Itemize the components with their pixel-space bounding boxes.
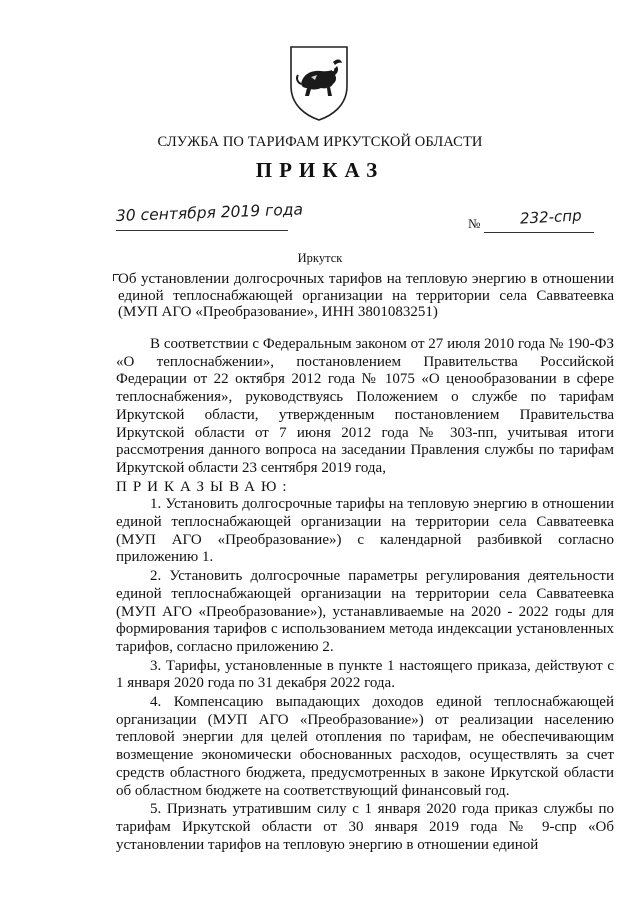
date-underline [116, 230, 288, 231]
item-3: 3. Тарифы, установленные в пункте 1 настоящего приказа, действуют с 1 января 2020 года по 31 декабря 2022 года. [116, 657, 614, 692]
item-5: 5. Признать утратившим силу с 1 января 2020 года приказ службы по тарифам Иркутской области от 30 января 2019 года № 9-спр «Об установлении тарифов на тепловую энергию в отношении единой [116, 801, 614, 853]
subject-line: Об установлении долгосрочных тарифов на тепловую энергию в отношении [118, 271, 614, 287]
document-type: ПРИКАЗ [255, 158, 385, 182]
irkutsk-coat-of-arms-icon [287, 44, 351, 122]
order-word: ПРИКАЗЫВАЮ: [116, 478, 293, 495]
city: Иркутск [297, 251, 343, 265]
agency-name: СЛУЖБА ПО ТАРИФАМ ИРКУТСКОЙ ОБЛАСТИ [157, 134, 483, 150]
number-sign: № [468, 216, 481, 231]
item-4: 4. Компенсацию выпадающих доходов единой теплоснабжающей организации (МУП АГО «Преобразование») от реализации населению тепловой энергии для целей отопления по тарифам, не обеспечивающим возмещение экономически обоснованных расходов, осуществлять за счет средств областного бюджета, предусмотренных в законе Иркутской области об областном бюджете на соответствующий финансовый год. [116, 694, 614, 799]
number-underline [484, 232, 594, 233]
item-1: 1. Установить долгосрочные тарифы на тепловую энергию в отношении единой теплоснабжающей организации на территории села Савватеевка (МУП АГО «Преобразование») с календарной разбивкой согласно приложению 1. [116, 496, 614, 566]
preamble: В соответствии с Федеральным законом от 27 июля 2010 года № 190-ФЗ «О теплоснабжении», постановлением Правительства Российской Федерации от 22 октября 2012 года № 1075 «О ценообразовании в сфере теплоснабжения», руководствуясь Положением о службе по тарифам Иркутской области, утвержденным постановлением Правительства Иркутской области от 7 июня 2012 года № 303-пп, учитывая итоги рассмотрения данного вопроса на заседании Правления службы по тарифам Иркутской области 23 сентября 2019 года, [116, 336, 614, 476]
handwritten-number: 232-спр [519, 206, 583, 228]
subject [118, 271, 614, 321]
handwritten-date: 30 сентября 2019 года [115, 200, 304, 225]
item-2: 2. Установить долгосрочные параметры регулирования деятельности единой теплоснабжающей организации на территории села Савватеевка (МУП АГО «Преобразование»), устанавливаемые на 2020 - 2022 годы для формирования тарифов с использованием метода индексации установленных тарифов, согласно приложению 2. [116, 568, 614, 655]
subject-line: единой теплоснабжающей организации на территории села Савватеевка [118, 287, 614, 304]
document-body [116, 336, 614, 855]
subject-line: (МУП АГО «Преобразование», ИНН 3801083251) [118, 304, 438, 320]
emblem [287, 44, 351, 122]
